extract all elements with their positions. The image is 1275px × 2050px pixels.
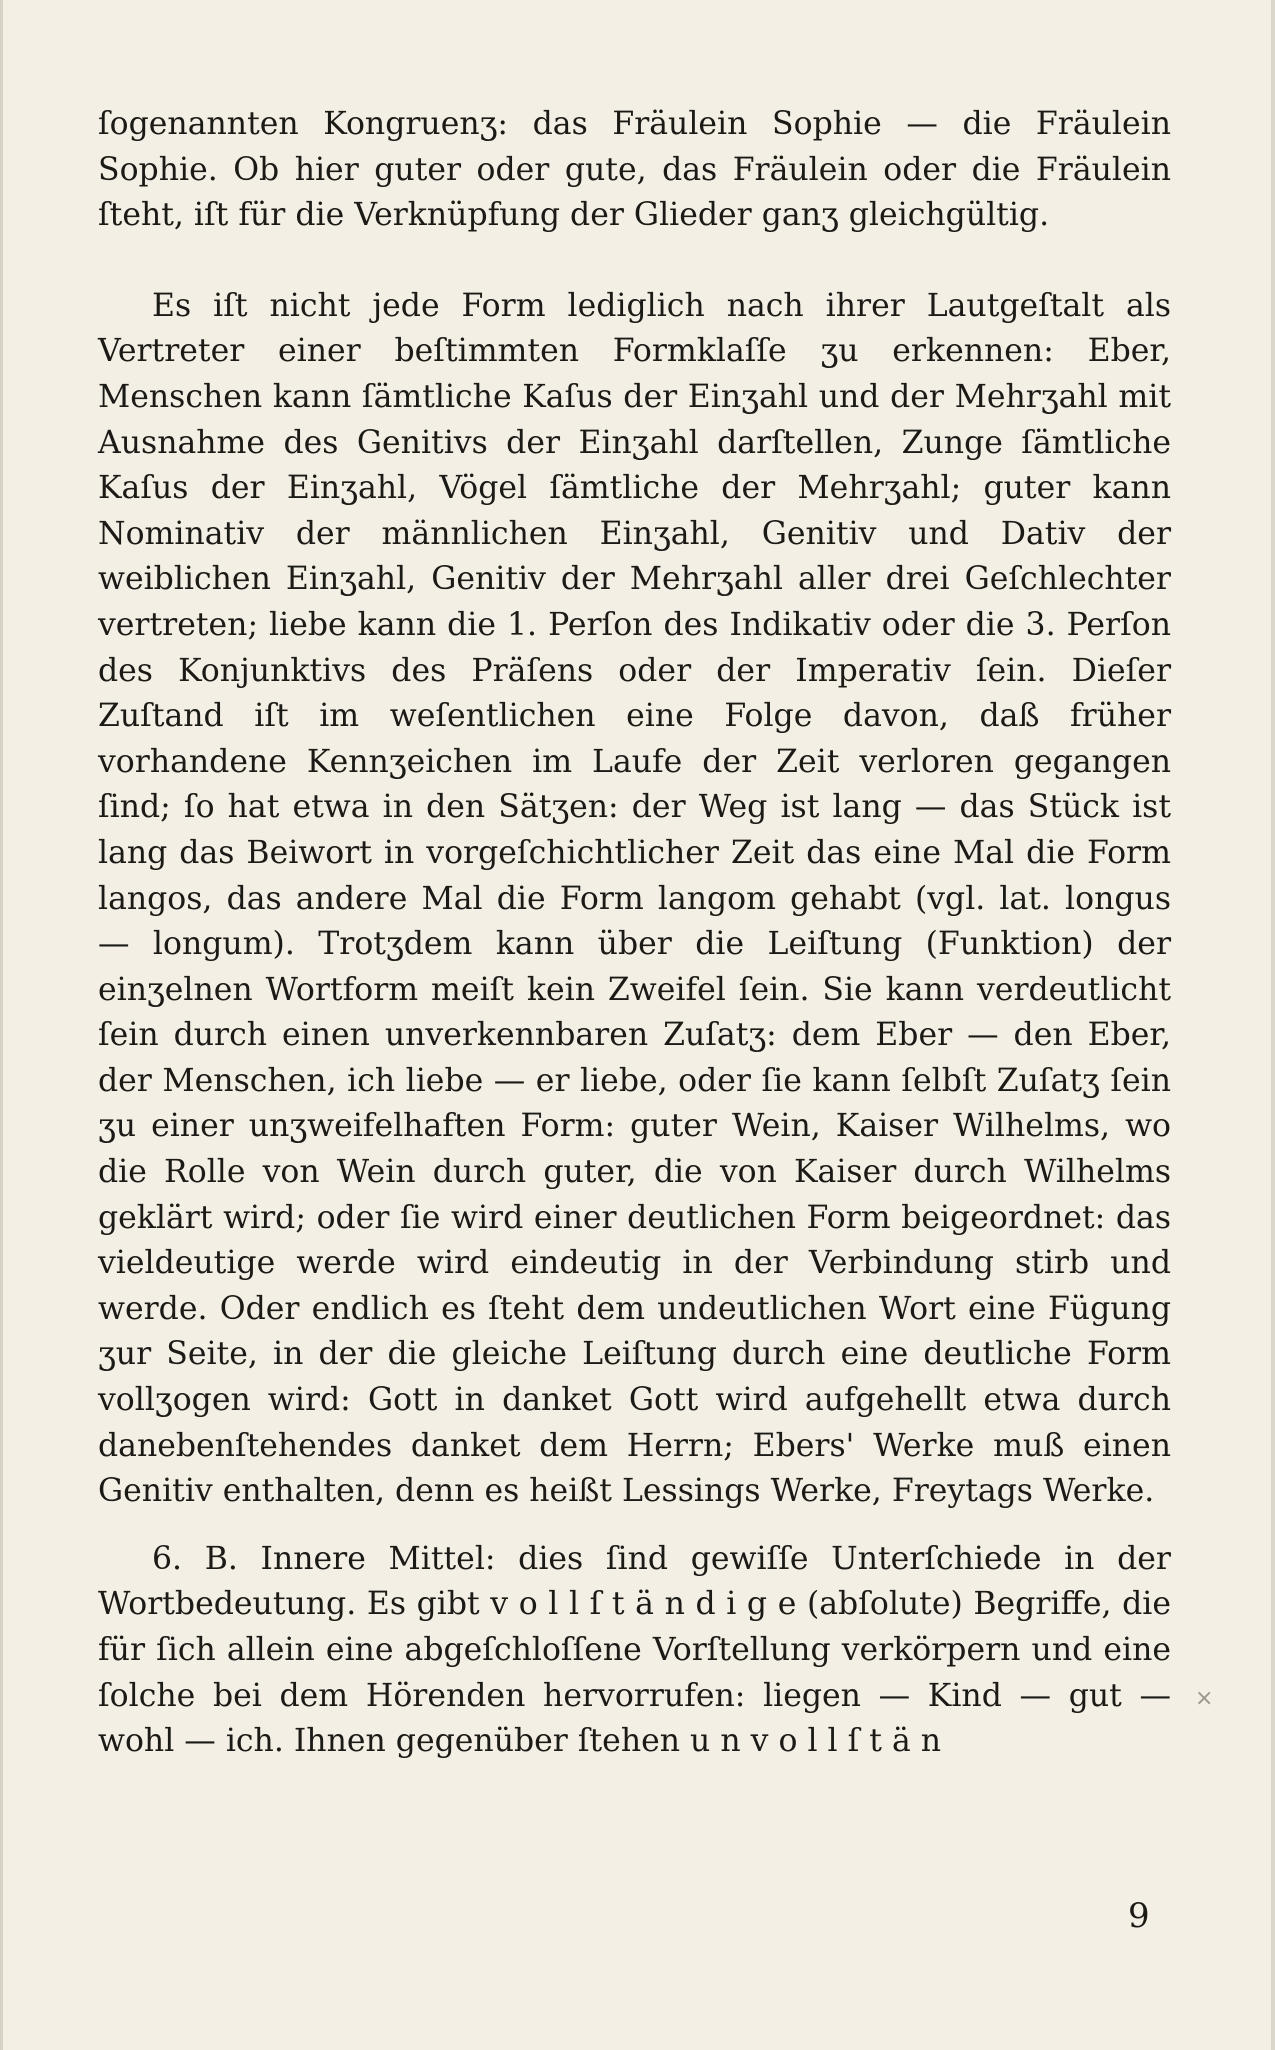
page-left-edge — [0, 0, 3, 2050]
paragraph-3: 6. B. Innere Mittel: dies ſind gewiſſe Unterſchiede in der Wortbedeutung. Es gibt v o l l ſ t ä n d i g e (abſolute) Begriffe, die für ſich allein eine abgeſchloſſene Vorſtellung verkörpern und eine ſolche bei dem Hörenden hervorrufen: liegen — Kind — gut — wohl — ich. Ihnen gegenüber ſtehen u n v o l l ſ t ä n — [98, 1540, 1171, 1760]
paragraph-2: Es iſt nicht jede Form lediglich nach ihrer Lautgeſtalt als Vertreter einer beſtimmten Formklaſſe ʒu erkennen: Eber, Menschen kann ſämtliche Kaſus der Einʒahl und der Mehrʒahl mit Ausnahme des Genitivs der Einʒahl darſtellen, Zunge ſämtliche Kaſus der Einʒahl, Vögel ſämtliche der Mehrʒahl; guter kann Nominativ der männlichen Einʒahl, Genitiv und Dativ der weiblichen Einʒahl, Genitiv der Mehrʒahl aller drei Geſchlechter vertreten; liebe kann die 1. Perſon des Indikativ oder die 3. Perſon des Konjunktivs des Präſens oder der Imperativ ſein. Dieſer Zuſtand iſt im weſentlichen eine Folge davon, daß früher vorhandene Kennʒeichen im Laufe der Zeit verloren gegangen ſind; ſo hat etwa in den Sätʒen: der Weg ist lang — das Stück ist lang das Beiwort in vorgeſchichtlicher Zeit das eine Mal die Form langos, das andere Mal die Form langom gehabt (vgl. lat. longus — longum). Trotʒdem kann über die Leiſtung (Funktion) der einʒelnen Wortform meiſt kein Zweifel ſein. Sie kann verdeutlicht ſein durch einen unverkennbaren Zuſatʒ: dem Eber — den Eber, der Menschen, ich liebe — er liebe, oder ſie kann ſelbſt Zuſatʒ ſein ʒu einer unʒweifelhaften Form: guter Wein, Kaiser Wilhelms, wo die Rolle von Wein durch guter, die von Kaiser durch Wilhelms geklärt wird; oder ſie wird einer deutlichen Form beigeordnet: das vieldeutige werde wird eindeutig in der Verbindung stirb und werde. Oder endlich es ſteht dem undeutlichen Wort eine Fügung ʒur Seite, in der die gleiche Leiſtung durch eine deutliche Form vollʒogen wird: Gott in danket Gott wird aufgehellt etwa durch danebenſtehendes danket dem Herrn; Ebers' Werke muß einen Genitiv enthalten, denn es heißt Lessings Werke, Freytags Werke. — [98, 287, 1171, 1510]
margin-pencil-mark: × — [1195, 1686, 1214, 1711]
page-right-edge — [1271, 0, 1275, 2050]
body-text — [98, 102, 1171, 1765]
page-number: 9 — [1128, 1896, 1150, 1936]
paragraph-1: ſogenannten Kongruenʒ: das Fräulein Sophie — die Fräulein Sophie. Ob hier guter oder gute, das Fräulein oder die Fräulein ſteht, iſt für die Verknüpfung der Glieder ganʒ gleichgültig. — [98, 106, 1171, 234]
